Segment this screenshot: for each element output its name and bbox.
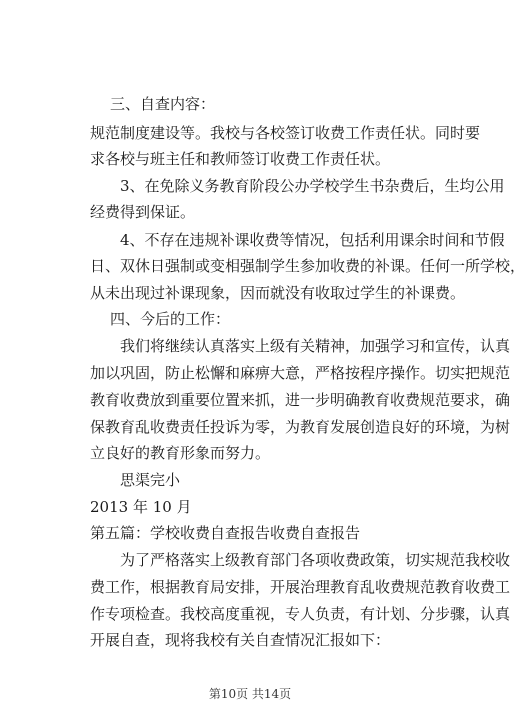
paragraph-line: 从未出现过补课现象，因而就没有收取过学生的补课费。 (90, 284, 466, 302)
paragraph-line: 费工作，根据教育局安排，开展治理教育乱收费规范教育收费工 (90, 578, 511, 596)
paragraph-line: 为了严格落实上级教育部门各项收费政策，切实规范我校收 (120, 551, 511, 569)
paragraph-line: 3、在免除义务教育阶段公办学校学生书杂费后，生均公用 (120, 177, 505, 195)
chapter-heading: 第五篇：学校收费自查报告收费自查报告 (90, 524, 361, 542)
paragraph-line: 开展自查，现将我校有关自查情况汇报如下： (90, 631, 391, 649)
paragraph-line: 经费得到保证。 (90, 203, 196, 221)
paragraph-line: 日、双休日强制或变相强制学生参加收费的补课。任何一所学校， (90, 257, 525, 275)
paragraph-line: 规范制度建设等。我校与各校签订收费工作责任状。同时要 (90, 124, 481, 142)
signature-school-name: 思渠完小 (120, 471, 181, 489)
paragraph-line: 我们将继续认真落实上级有关精神，加强学习和宣传，认真 (120, 337, 511, 355)
paragraph-line: 教育收费放到重要位置来抓，进一步明确教育收费规范要求，确 (90, 391, 511, 409)
paragraph-line: 保教育乱收费责任投诉为零，为教育发展创造良好的环境，为树 (90, 418, 511, 436)
paragraph-line: 求各校与班主任和教师签订收费工作责任状。 (90, 150, 391, 168)
section-heading-future-work: 四、今后的工作： (110, 310, 231, 328)
signature-date: 2013 年 10 月 (90, 498, 192, 516)
paragraph-line: 立良好的教育形象而努力。 (90, 444, 271, 462)
section-heading-self-check: 三、自查内容： (110, 95, 216, 113)
page-number-footer: 第10页 共14页 (208, 687, 292, 701)
paragraph-line: 4、不存在违规补课收费等情况，包括利用课余时间和节假 (120, 231, 505, 249)
paragraph-line: 加以巩固，防止松懈和麻痹大意，严格按程序操作。切实把规范 (90, 364, 511, 382)
paragraph-line: 作专项检查。我校高度重视，专人负责，有计划、分步骤，认真 (90, 605, 511, 623)
